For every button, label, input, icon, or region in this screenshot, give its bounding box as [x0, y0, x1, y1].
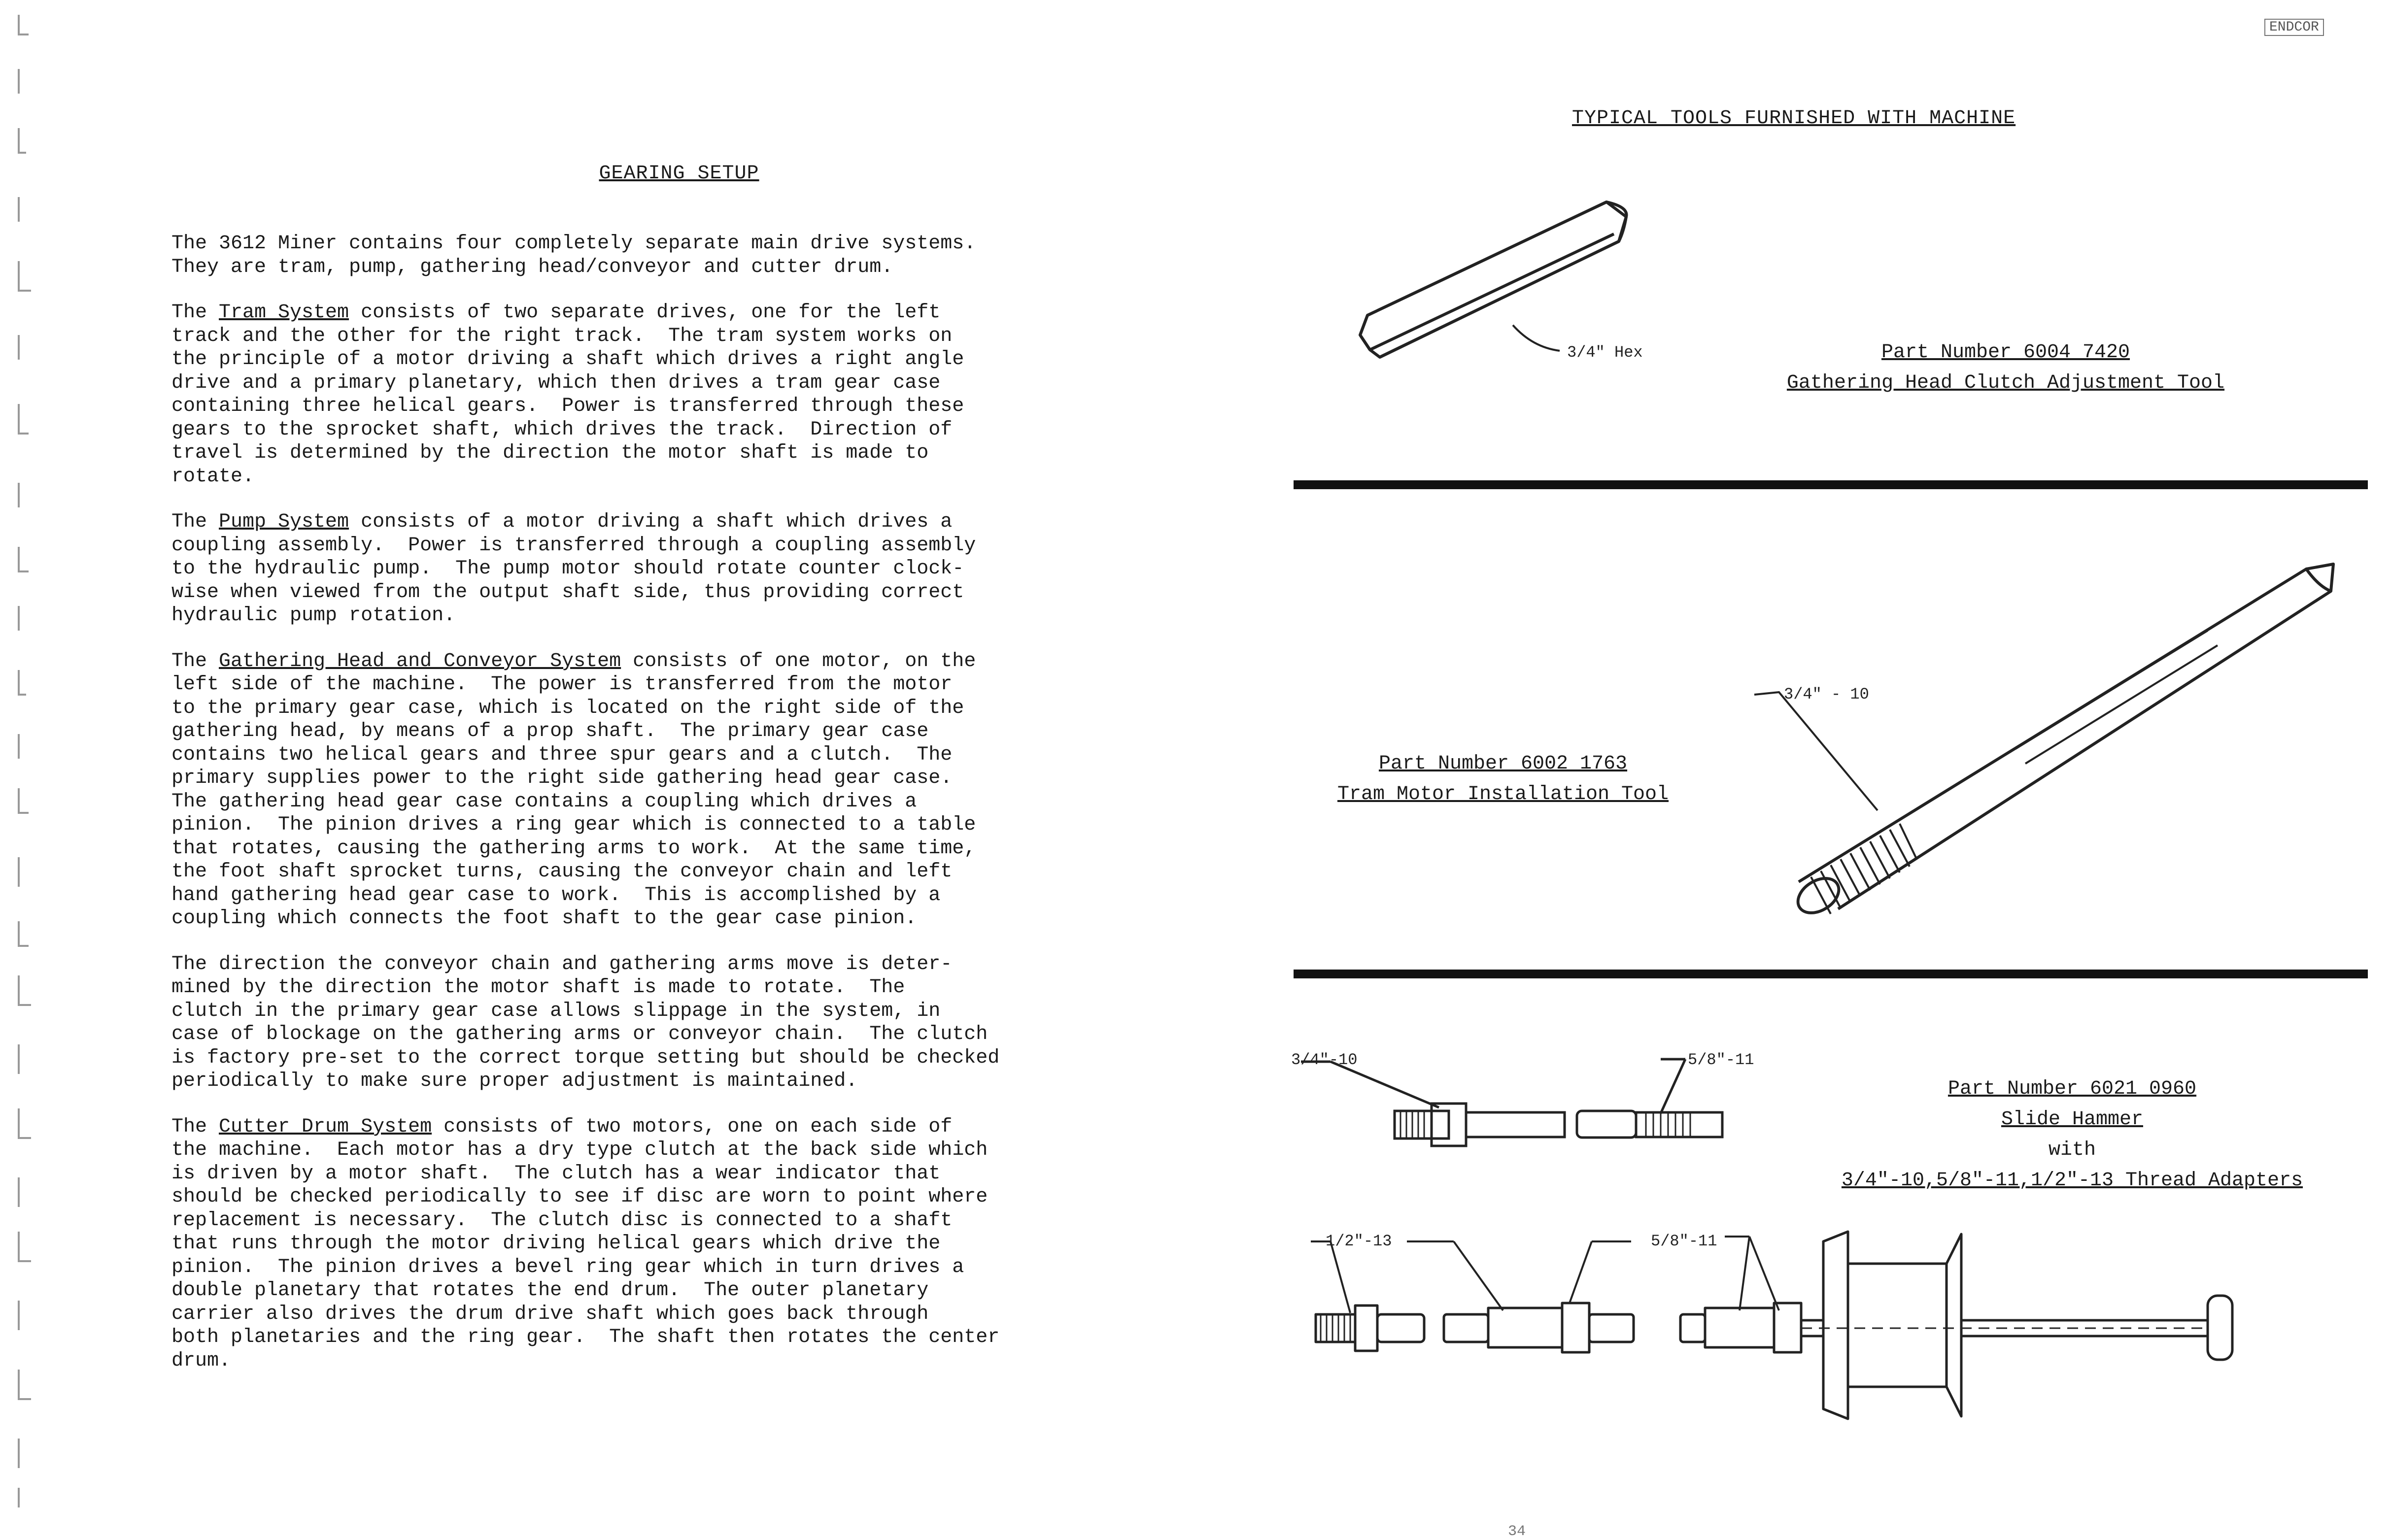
hex-bar-drawing — [1350, 187, 1725, 404]
tool3-with: with — [2048, 1139, 2096, 1161]
tram-system-term: Tram System — [219, 301, 349, 324]
tool2-caption — [1306, 749, 1700, 810]
hex-dimension-label: 3/4" Hex — [1567, 343, 1643, 362]
gathering-head-paragraph: The Gathering Head and Conveyor System consists of one motor, on the left side of the machine. The power is transferred from the motor to the primary gear case, which is located on the right side of the gathering head, by means of a prop shaft. The primary gear case contains two helical gears and three spur gears and a clutch. The primary supplies power to the right side gathering head gear case. The gathering head gear case contains a coupling which drives a pinion. The pinion drives a ring gear which is connected to a table that rotates, causing the gathering arms to work. At the same time, the foot shaft sprocket turns, causing the conveyor chain and left hand gathering head gear case to work. This is accomplished by a coupling which connects the foot shaft to the gear case pinion. — [171, 650, 976, 930]
tool1-name: Gathering Head Clutch Adjustment Tool — [1786, 372, 2225, 394]
tool3-adapters: 3/4"-10,5/8"-11,1/2"-13 Thread Adapters — [1841, 1170, 2303, 1192]
divider-rule-1 — [1294, 480, 2368, 489]
gathering-head-term: Gathering Head and Conveyor System — [219, 650, 621, 672]
document-stamp: ENDCOR — [2264, 19, 2324, 36]
tool3-name: Slide Hammer — [2001, 1108, 2144, 1131]
gearing-setup-section — [171, 163, 1187, 1395]
adapter-label-a: 3/4"-10 — [1291, 1051, 1358, 1069]
thread-adapters-drawing — [1291, 1039, 1754, 1168]
conveyor-direction-paragraph: The direction the conveyor chain and gathering arms move is deter- mined by the direction the motor shaft is made to rotate. The clutch in the primary gear case allows slippage in the system, in case of blockage on the gathering arms or conveyor chain. The clutch is factory pre-set to the correct torque setting but should be checked periodically to make sure proper adjustment is maintained. — [171, 953, 1000, 1092]
slide-hammer-drawing — [1296, 1217, 2370, 1434]
tool3-part-number: Part Number 6021 0960 — [1947, 1078, 2197, 1100]
cutter-drum-term: Cutter Drum System — [219, 1115, 432, 1138]
threaded-rod-drawing — [1740, 542, 2375, 926]
tool2-part-number: Part Number 6002 1763 — [1378, 753, 1628, 775]
pump-system-term: Pump System — [219, 511, 349, 533]
rod-thread-label: 3/4" - 10 — [1784, 685, 1869, 703]
tool1-caption — [1710, 337, 2301, 399]
binder-edge-marks — [14, 10, 48, 1527]
page-number: 34 — [1508, 1523, 1526, 1540]
tool3-caption — [1774, 1074, 2370, 1196]
adapter-label-c: 1/2"-13 — [1326, 1232, 1392, 1250]
tool2-name: Tram Motor Installation Tool — [1337, 783, 1669, 805]
divider-rule-2 — [1294, 970, 2368, 978]
tram-system-paragraph: The Tram System consists of two separate drives, one for the left track and the other for the right track. The tram system works on the principle of a motor driving a shaft which drives a right angle drive and a primary planetary, which then drives a tram gear case containing three helical gears. Power is transferred through these gears to the sprocket shaft, which drives the track. Direction of travel is determined by the direction the motor shaft is made to rotate. — [171, 301, 964, 488]
adapter-label-d: 5/8"-11 — [1651, 1232, 1717, 1250]
adapter-label-b: 5/8"-11 — [1688, 1051, 1754, 1069]
tools-title: TYPICAL TOOLS FURNISHED WITH MACHINE — [1572, 107, 2016, 130]
pump-system-paragraph: The Pump System consists of a motor driving a shaft which drives a coupling assembly. Power is transferred through a coupling assembly to the hydraulic pump. The pump motor should rotate counter clock- wise when viewed from the output shaft side, thus providing correct hydraulic pump rotation. — [171, 511, 976, 627]
intro-paragraph: The 3612 Miner contains four completely separate main drive systems. They are tram, pump, gathering head/conveyor and cutter drum. — [171, 233, 976, 278]
tool1-part-number: Part Number 6004 7420 — [1881, 341, 2130, 364]
section-heading: GEARING SETUP — [599, 163, 759, 185]
cutter-drum-paragraph: The Cutter Drum System consists of two motors, one on each side of the machine. Each motor has a dry type clutch at the back side which is driven by a motor shaft. The clutch has a wear indicator that should be checked periodically to see if disc are worn to point where replacement is necessary. The clutch disc is connected to a shaft that runs through the motor driving helical gears which drive the pinion. The pinion drives a bevel ring gear which in turn drives a double planetary that rotates the end drum. The outer planetary carrier also drives the drum drive shaft which goes back through both planetaries and the ring gear. The shaft then rotates the center drum. — [171, 1115, 1000, 1372]
